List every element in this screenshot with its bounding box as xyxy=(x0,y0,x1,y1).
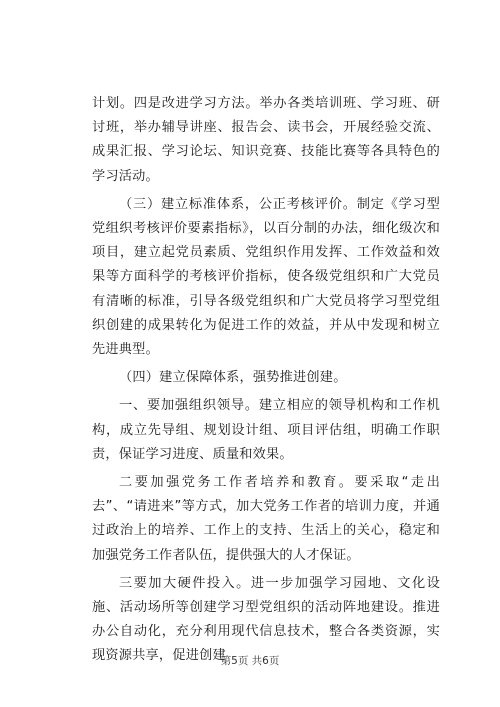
paragraph-4: 一、要加强组织领导。建立相应的领导机构和工作机构，成立先导组、规划设计组、项目评估组，明确工作职责，保证学习进度、质量和效果。 xyxy=(92,398,440,462)
paragraph-1: 计划。四是改进学习方法。举办各类培训班、学习班、研讨班，举办辅导讲座、报告会、读书会，开展经验交流、成果汇报、学习论坛、知识竞赛、技能比赛等各具特色的学习活动。 xyxy=(92,96,440,184)
paragraph-5: 二要加强党务工作者培养和教育。要采取“走出去”、“请进来”等方式，加大党务工作者的培训力度，并通过政治上的培养、工作上的支持、生活上的关心，稳定和加强党务工作者队伍，提供强大的人才保证。 xyxy=(92,475,440,563)
paragraph-2-section-three: （三）建立标准体系，公正考核评价。制定《学习型党组织考核评价要素指标》，以百分制的办法，细化级次和项目，建立起党员素质、党组织作用发挥、工作效益和效果等方面科学的考核评价指标，使各级党组织和广大党员有清晰的标准，引导各级党组织和广大党员将学习型党组织创建的成果转化为促进工作的效益，并从中发现和树立先进典型。 xyxy=(92,196,440,358)
document-body xyxy=(92,92,440,669)
paragraph-6: 三要加大硬件投入。进一步加强学习园地、文化设施、活动场所等创建学习型党组织的活动阵地建设。推进办公自动化，充分利用现代信息技术，整合各类资源，实现资源共享，促进创建 xyxy=(92,575,440,664)
page-footer: 第5页 共6页 xyxy=(220,655,280,667)
paragraph-3-section-four-heading: （四）建立保障体系，强势推进创建。 xyxy=(119,370,347,386)
